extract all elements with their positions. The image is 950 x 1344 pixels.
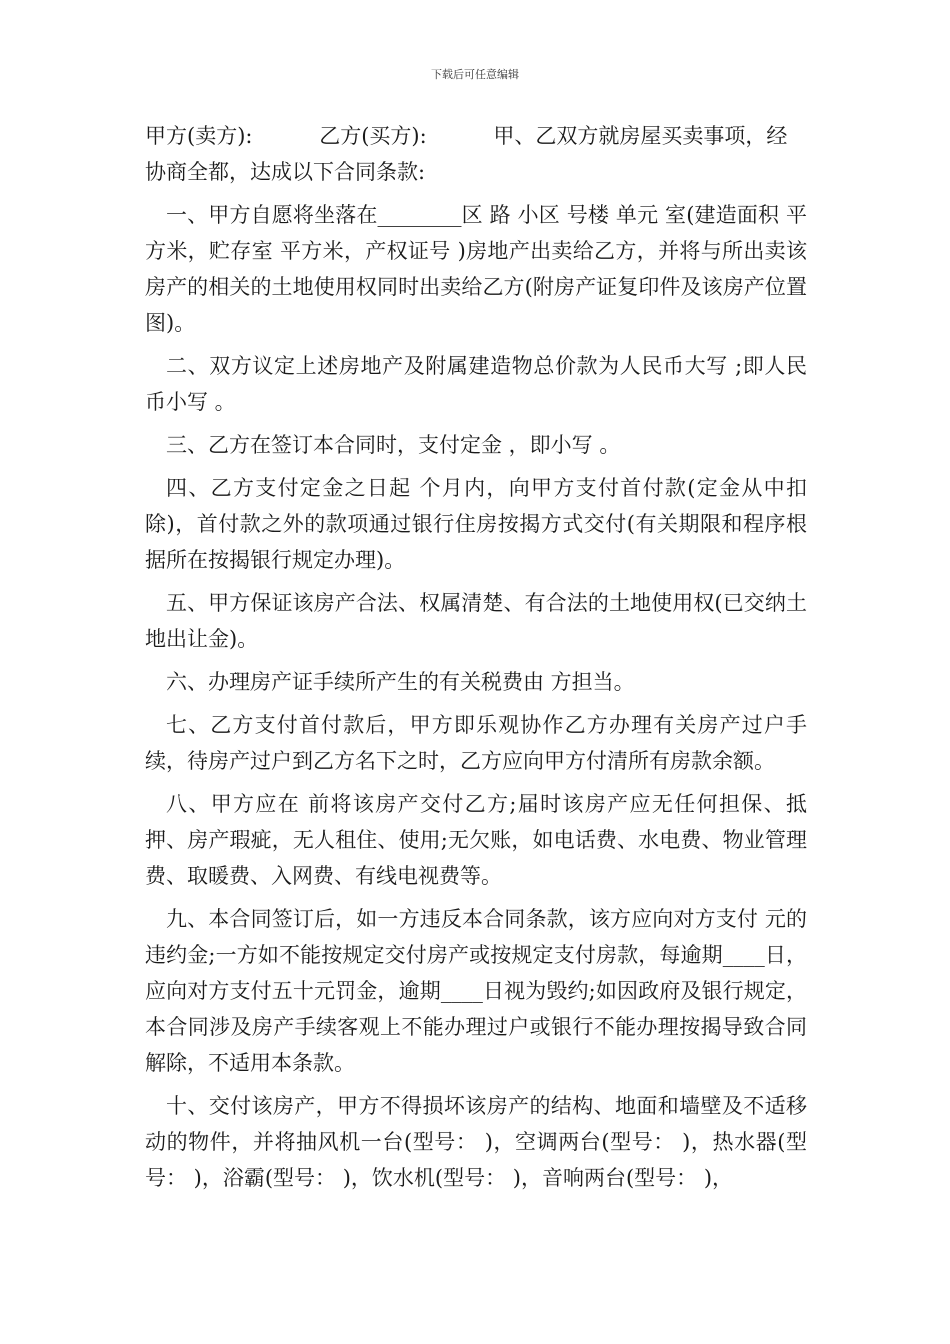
clause-6: 六、办理房产证手续所产生的有关税费由 方担当。 <box>166 670 635 694</box>
clause-7: 七、乙方支付首付款后，甲方即乐观协作乙方办理有关房产过户手续，待房产过户到乙方名下之时，乙方应向甲方付清所有房款余额。 <box>145 713 807 773</box>
clause-10: 十、交付该房产，甲方不得损坏该房产的结构、地面和墙壁及不适移动的物件，并将抽风机一台(型号： )，空调两台(型号： )，热水器(型号： )，浴霸(型号： )，饮水机(型号： )，音响两台(型号： )， <box>145 1094 807 1190</box>
clause-5: 五、甲方保证该房产合法、权属清楚、有合法的土地使用权(已交纳土地出让金)。 <box>145 591 807 651</box>
clause-1: 一、甲方自愿将坐落在________区 路 小区 号楼 单元 室(建造面积 平方米，贮存室 平方米，产权证号 )房地产出卖给乙方，并将与所出卖该房产的相关的土地使用权同时出卖给乙方(附房产证复印件及该房产位置图)。 <box>145 203 807 335</box>
clause-9: 九、本合同签订后，如一方违反本合同条款，该方应向对方支付 元的违约金;一方如不能按规定交付房产或按规定支付房款，每逾期____日，应向对方支付五十元罚金，逾期____日视为毁约;如因政府及银行规定，本合同涉及房产手续客观上不能办理过户或银行不能办理按揭导致合同解除，不适用本条款。 <box>145 907 807 1075</box>
contract-body <box>145 118 807 1203</box>
clause-2: 二、双方议定上述房地产及附属建造物总价款为人民币大写 ;即人民币小写 。 <box>145 354 807 414</box>
clause-3: 三、乙方在签订本合同时，支付定金 ，即小写 。 <box>166 433 621 457</box>
page-header: 下载后可任意编辑 <box>431 68 519 81</box>
clause-4: 四、乙方支付定金之日起 个月内，向甲方支付首付款(定金从中扣除)，首付款之外的款项通过银行住房按揭方式交付(有关期限和程序根据所在按揭银行规定办理)。 <box>145 476 807 572</box>
parties-line: 甲方(卖方): 乙方(买方): 甲、乙双方就房屋买卖事项，经 <box>145 124 788 148</box>
intro-line: 协商全都，达成以下合同条款: <box>145 160 426 184</box>
clause-8: 八、甲方应在 前将该房产交付乙方;届时该房产应无任何担保、抵押、房产瑕疵，无人租住、使用;无欠账，如电话费、水电费、物业管理费、取暖费、入网费、有线电视费等。 <box>145 792 807 888</box>
